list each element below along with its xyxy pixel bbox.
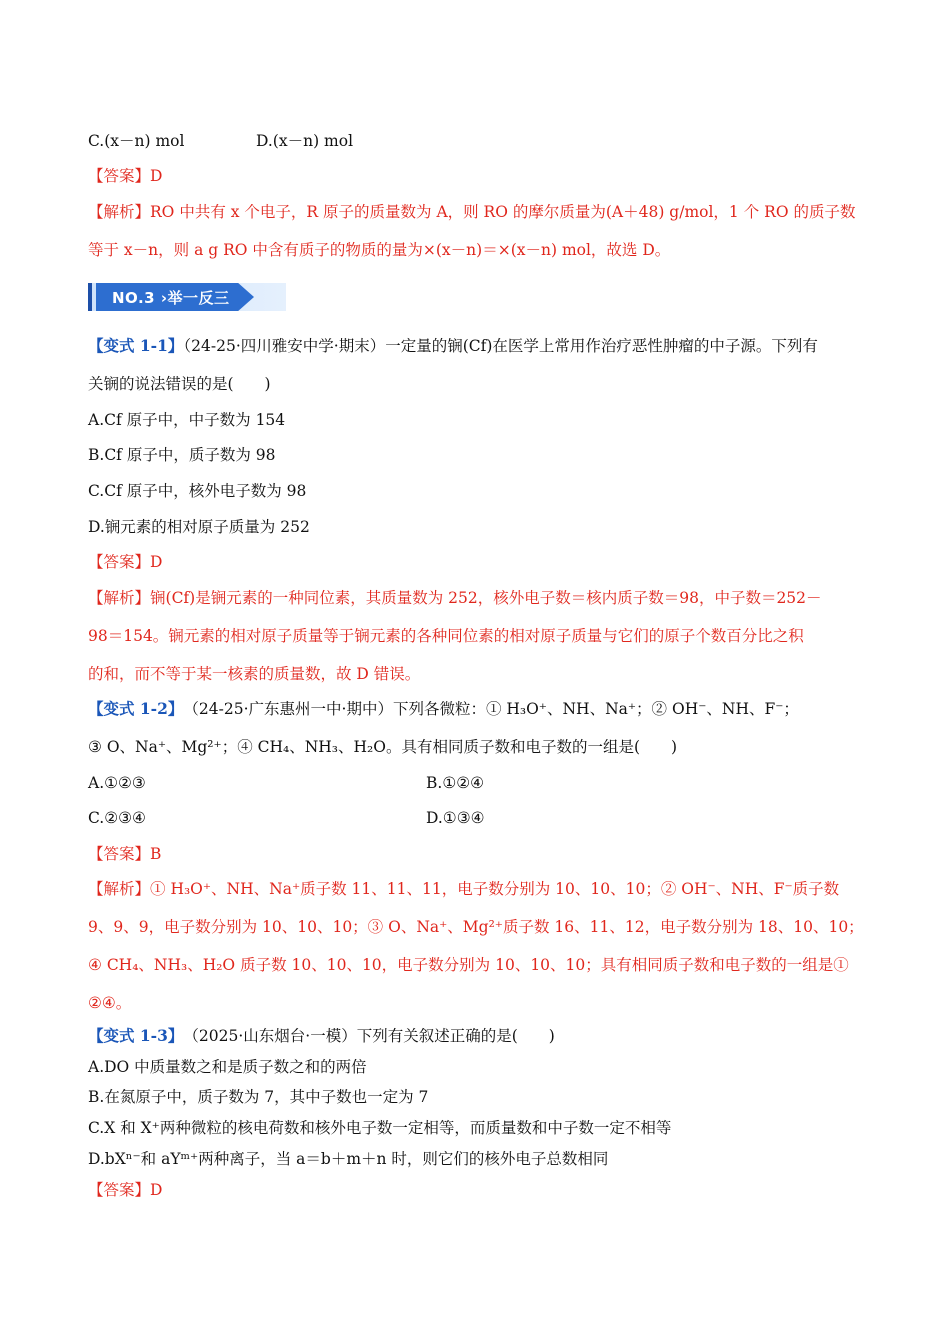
option-a: A.Cf 原子中，中子数为 154 (88, 411, 286, 429)
option-d: D.①③④ (426, 809, 485, 827)
option-a: A.①②③ (88, 774, 146, 792)
explanation-line-3: 的和，而不等于某一核素的质量数，故 D 错误。 (88, 665, 421, 683)
option-d: D.bXⁿ⁻和 aYᵐ⁺两种离子，当 a＝b＋m＋n 时，则它们的核外电子总数相同 (88, 1150, 609, 1168)
explanation-line-4: ②④。 (88, 994, 132, 1012)
option-d: D.锎元素的相对原子质量为 252 (88, 518, 310, 536)
option-b: B.①②④ (426, 774, 485, 792)
explanation-line-2: 9、9、9，电子数分别为 10、10、10；③ O、Na⁺、Mg²⁺质子数 16、11、12，电子数分别为 18、10、10； (88, 918, 864, 936)
explanation-line-3: ④ CH₄、NH₃、H₂O 质子数 10、10、10，电子数分别为 10、10、10；具有相同质子数和电子数的一组是① (88, 956, 849, 974)
question-1-3-stem: 【变式 1-3】 （2025·山东烟台·一模）下列有关叙述正确的是( ) (88, 1026, 555, 1045)
explanation-label: 【解析】 (88, 203, 151, 221)
option-c: C.Cf 原子中，核外电子数为 98 (88, 482, 307, 500)
option-d: D.(x－n) mol (256, 132, 354, 150)
question-1-2-stem-2: ③ O、Na⁺、Mg²⁺；④ CH₄、NH₃、H₂O。具有相同质子数和电子数的一组是( ) (88, 738, 678, 756)
explanation-line-2: 等于 x－n，则 a g RO 中含有质子的物质的量为×(x－n)＝×(x－n) mol，故选 D。 (88, 241, 671, 259)
explanation-line-1: 【解析】锎(Cf)是锎元素的一种同位素，其质量数为 252，核外电子数＝核内质子数＝98，中子数＝252－ (88, 589, 822, 607)
answer: 【答案】B (88, 845, 162, 863)
question-1-2-stem-1: 【变式 1-2】 （24-25·广东惠州一中·期中）下列各微粒：① H₃O⁺、NH、Na⁺；② OH⁻、NH、F⁻； (88, 699, 799, 718)
option-b: B.Cf 原子中，质子数为 98 (88, 446, 276, 464)
option-c: C.②③④ (88, 809, 146, 827)
section-banner (88, 283, 286, 311)
option-c: C.(x－n) mol (88, 132, 185, 150)
explanation-label: 【解析】 (88, 880, 151, 898)
section-banner-label: NO.3 ›举一反三 (112, 289, 230, 307)
answer: 【答案】D (88, 167, 163, 185)
explanation-label: 【解析】 (88, 589, 151, 607)
answer: 【答案】D (88, 553, 163, 571)
question-tag: 【变式 1-1】 (88, 336, 184, 355)
question-tag: 【变式 1-2】 (88, 699, 176, 718)
explanation-line-1: 【解析】RO 中共有 x 个电子，R 原子的质量数为 A，则 RO 的摩尔质量为(A＋48) g/mol，1 个 RO 的质子数 (88, 203, 856, 221)
question-1-1-stem-2: 关锎的说法错误的是( ) (88, 375, 271, 393)
option-c: C.X 和 X⁺两种微粒的核电荷数和核外电子数一定相等，而质量数和中子数一定不相等 (88, 1119, 672, 1137)
answer: 【答案】D (88, 1181, 163, 1199)
explanation-line-2: 98＝154。锎元素的相对原子质量等于锎元素的各种同位素的相对原子质量与它们的原子个数百分比之积 (88, 627, 804, 645)
option-b: B.在氮原子中，质子数为 7，其中子数也一定为 7 (88, 1088, 429, 1106)
question-1-1-stem-1: 【变式 1-1】（24-25·四川雅安中学·期末）一定量的锎(Cf)在医学上常用作治疗恶性肿瘤的中子源。下列有 (88, 336, 818, 355)
option-a: A.DO 中质量数之和是质子数之和的两倍 (88, 1058, 367, 1076)
question-tag: 【变式 1-3】 (88, 1026, 176, 1045)
explanation-line-1: 【解析】① H₃O⁺、NH、Na⁺质子数 11、11、11，电子数分别为 10、10、10；② OH⁻、NH、F⁻质子数 (88, 880, 840, 898)
